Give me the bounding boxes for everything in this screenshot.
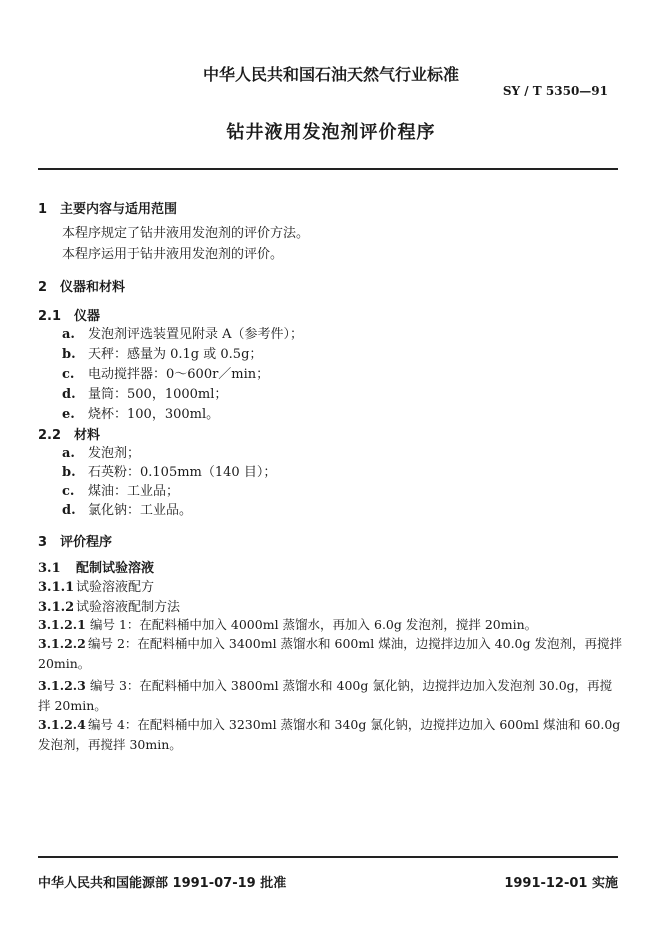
item-text: 煤油：工业品； <box>88 484 180 499</box>
item-text: 氯化钠：工业品。 <box>88 503 193 518</box>
section-1-paragraph-2: 本程序运用于钻井液用发泡剂的评价。 <box>62 247 284 262</box>
clause-3-1-2-2-continuation: 20min。 <box>38 656 91 671</box>
clause-3-1-2-1 <box>38 615 537 633</box>
effective-date: 1991-12-01 实施 <box>504 876 618 891</box>
section-1-paragraph-1: 本程序规定了钻井液用发泡剂的评价方法。 <box>62 226 310 241</box>
clause-3-1-2-4 <box>38 715 620 733</box>
clause-number: 3.1.2 <box>38 600 75 615</box>
item-label: c. <box>62 367 75 382</box>
instrument-item <box>62 343 262 362</box>
instrument-item <box>62 363 269 382</box>
clause-3-1-2 <box>38 596 180 615</box>
section-3-heading: 3 评价程序 <box>38 535 113 550</box>
material-item <box>62 480 179 499</box>
item-label: d. <box>62 503 76 518</box>
clause-number: 3.1.2.1 <box>38 617 86 632</box>
standard-code: SY / T 5350—91 <box>502 84 608 98</box>
section-1-heading: 1 主要内容与适用范围 <box>38 202 178 217</box>
item-text: 烧杯：100，300ml。 <box>88 407 220 422</box>
item-label: a. <box>62 327 75 342</box>
clause-text: 编号 1：在配料桶中加入 4000ml 蒸馏水，再加入 6.0g 发泡剂，搅拌 20min。 <box>90 617 538 632</box>
clause-number: 3.1.2.3 <box>38 678 86 693</box>
clause-text-line-1: 编号 3：在配料桶中加入 3800ml 蒸馏水和 400g 氯化钠，边搅拌边加入发泡剂 30.0g，再搅 <box>90 678 613 693</box>
item-text: 天秤：感量为 0.1g 或 0.5g； <box>88 347 263 362</box>
document-title: 钻井液用发泡剂评价程序 <box>226 122 436 143</box>
clause-number: 3.1.1 <box>38 580 75 595</box>
item-text: 石英粉：0.105mm（140 目）； <box>88 465 277 480</box>
clause-number: 3.1 <box>38 561 61 576</box>
clause-3-1-2-3-continuation: 拌 20min。 <box>38 698 107 713</box>
clause-number: 3.1.2.4 <box>38 717 86 732</box>
item-label: d. <box>62 387 76 402</box>
item-text: 量筒：500，1000ml； <box>88 387 228 402</box>
clause-title: 试验溶液配制方法 <box>76 600 181 615</box>
clause-3-1-2-3 <box>38 676 612 694</box>
item-text: 电动搅拌器：0～600r／min； <box>88 367 270 382</box>
instrument-item <box>62 323 303 342</box>
header-rule <box>38 168 618 170</box>
section-2-1-heading: 2.1 仪器 <box>38 309 101 324</box>
section-2-2-heading: 2.2 材料 <box>38 428 101 443</box>
clause-text-line-1: 编号 2：在配料桶中加入 3400ml 蒸馏水和 600ml 煤油，边搅拌边加入 40.0g 发泡剂，再搅拌 <box>88 636 622 651</box>
material-item <box>62 461 276 480</box>
clause-title: 试验溶液配方 <box>76 580 155 595</box>
item-label: c. <box>62 484 75 499</box>
item-text: 发泡剂评选装置见附录 A（参考件）； <box>88 327 304 342</box>
instrument-item <box>62 403 219 422</box>
item-label: e. <box>62 407 75 422</box>
clause-3-1-2-2 <box>38 634 622 652</box>
material-item <box>62 499 192 518</box>
item-label: b. <box>62 347 76 362</box>
clause-3-1-1 <box>38 576 154 595</box>
approval-note: 中华人民共和国能源部 1991-07-19 批准 <box>38 876 287 891</box>
footer-rule <box>38 856 618 858</box>
section-2-heading: 2 仪器和材料 <box>38 280 126 295</box>
clause-text-line-1: 编号 4：在配料桶中加入 3230ml 蒸馏水和 340g 氯化钠，边搅拌边加入 600ml 煤油和 60.0g <box>88 717 621 732</box>
clause-number: 3.1.2.2 <box>38 636 86 651</box>
material-item <box>62 442 140 461</box>
clause-title: 配制试验溶液 <box>76 561 155 576</box>
issuing-authority: 中华人民共和国石油天然气行业标准 <box>202 65 459 84</box>
item-label: a. <box>62 446 75 461</box>
item-text: 发泡剂； <box>88 446 141 461</box>
clause-3-1 <box>38 557 154 576</box>
clause-3-1-2-4-continuation: 发泡剂，再搅拌 30min。 <box>38 737 182 752</box>
instrument-item <box>62 383 227 402</box>
item-label: b. <box>62 465 76 480</box>
